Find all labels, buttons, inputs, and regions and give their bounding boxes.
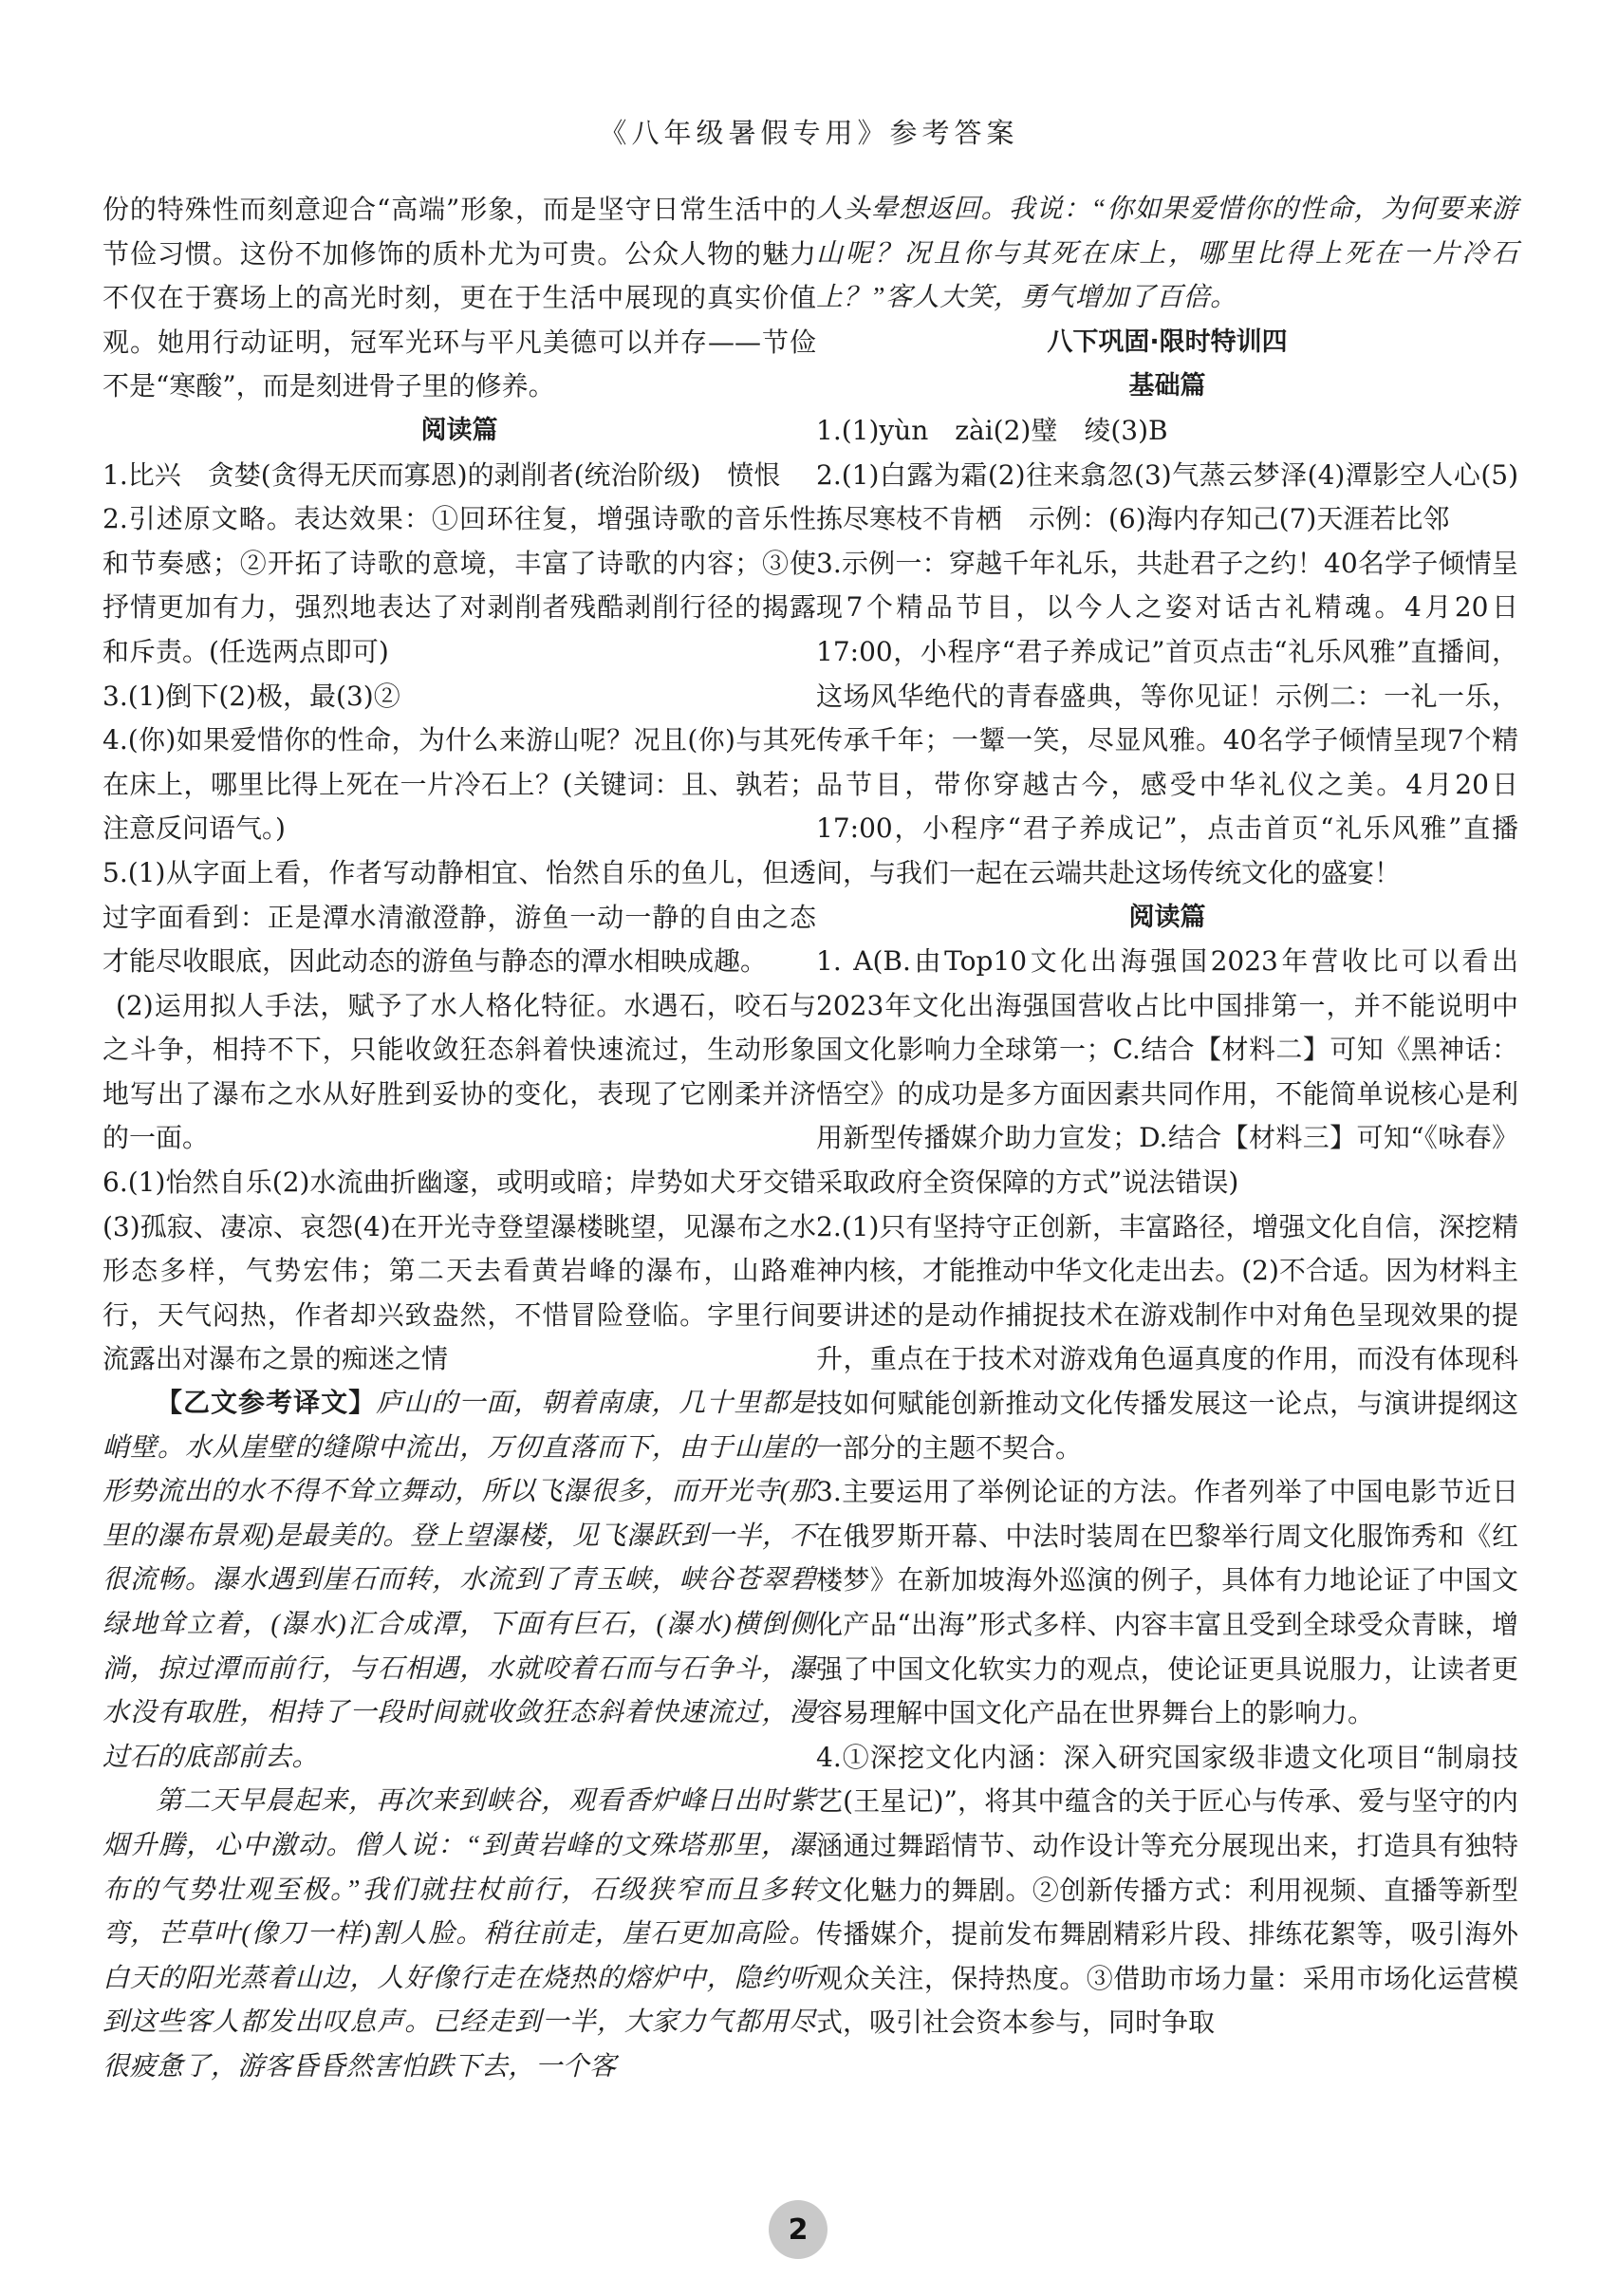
right-column (816, 188, 1518, 2045)
answer-6: 6.(1)怡然自乐(2)水流曲折幽邃，或明或暗；岸势如犬牙交错(3)孤寂、凄凉、哀怨(4)在开光寺登望瀑楼眺望，见瀑布之水形态多样，气势宏伟；第二天去看黄岩峰的瀑布，山路难行，天气闷热，作者却兴致盎然，不惜冒险登临。字里行间流露出对瀑布之景的痴迷之情 (102, 1167, 816, 1375)
reading-answer-2: 2.(1)只有坚持守正创新，丰富路径，增强文化自信，深挖精神内核，才能推动中华文化走出去。(2)不合适。因为材料主要讲述的是动作捕捉技术在游戏制作中对角色呈现效果的提升，重点在于技术对游戏角色逼真度的作用，而没有体现科技如何赋能创新推动文化传播发展这一论点，与演讲提纲这一部分的主题不契合。 (816, 1210, 1518, 1464)
answer-2: 2.引述原文略。表达效果：①回环往复，增强诗歌的音乐性和节奏感；②开拓了诗歌的意境，丰富了诗歌的内容；③使抒情更加有力，强烈地表达了对剥削者残酷剥削行径的揭露和斥责。(任选两点即可) (102, 503, 816, 667)
answer-5-1: 5.(1)从字面上看，作者写动静相宜、怡然自乐的鱼儿，但透过字面看到：正是潭水清澈澄静，游鱼一动一静的自由之态才能尽收眼底，因此动态的游鱼与静态的潭水相映成趣。 (102, 856, 816, 978)
translation-continuation: 人头晕想返回。我说：“你如果爱惜你的性命，为何要来游山呢？况且你与其死在床上，哪里比得上死在一片冷石上？”客人大笑，勇气增加了百倍。 (816, 195, 1518, 313)
page-header: 《八年级暑假专用》参考答案 (599, 117, 1019, 149)
answer-1: 1.比兴 贪婪(贪得无厌而寡恩)的剥削者(统治阶级) 愤恨 (102, 458, 781, 491)
basic-answer-3: 3.示例一：穿越千年礼乐，共赴君子之约！40名学子倾情呈现7个精品节目，以今人之姿对话古礼精魂。4月20日17:00，小程序“君子养成记”首页点击“礼乐风雅”直播间，这场风华绝代的青春盛典，等你见证！示例二：一礼一乐，传承千年；一颦一笑，尽显风雅。40名学子倾情呈现7个精品节目，带你穿越古今，感受中华礼仪之美。4月20日17:00，小程序“君子养成记”，点击首页“礼乐风雅”直播间，与我们一起在云端共赴这场传统文化的盛宴！ (816, 547, 1518, 888)
section-title-training: 八下巩固·限时特训四 (1047, 327, 1288, 357)
section-heading-basic: 基础篇 (1128, 371, 1206, 401)
answer-4: 4.(你)如果爱惜你的性命，为什么来游山呢？况且(你)与其死在床上，哪里比得上死在一片冷石上？(关键词：且、孰若；注意反问语气。) (102, 724, 816, 845)
translation-label: 【乙文参考译文】 (156, 1389, 377, 1419)
translation-text-1: 庐山的一面，朝着南康，几十里都是峭壁。水从崖壁的缝隙中流出，万仞直落而下，由于山崖的形势流出的水不得不耸立舞动，所以飞瀑很多，而开光寺(那里的瀑布景观)是最美的。登上望瀑楼，见飞瀑跃到一半，不很流畅。瀑水遇到崖石而转，水流到了青玉峡，峡谷苍翠碧绿地耸立着，(瀑水)汇合成潭，下面有巨石，(瀑水)横倒侧淌，掠过潭而前行，与石相遇，水就咬着石而与石争斗，瀑水没有取胜，相持了一段时间就收敛狂态斜着快速流过，漫过石的底部前去。 (102, 1389, 816, 1772)
basic-answer-1: 1.(1)yùn zài(2)璧 绫(3)B (816, 414, 1168, 446)
basic-answer-2: 2.(1)白露为霜(2)往来翕忽(3)气蒸云梦泽(4)潭影空人心(5)拣尽寒枝不肯栖 示例：(6)海内存知己(7)天涯若比邻 (816, 458, 1518, 535)
translation-paragraph-1 (102, 1382, 816, 1780)
reading-answer-3: 3.主要运用了举例论证的方法。作者列举了中国电影节近日在俄罗斯开幕、中法时装周在巴黎举行周文化服饰秀和《红楼梦》在新加坡海外巡演的例子，具体有力地论证了中国文化产品“出海”形式多样、内容丰富且受到全球受众青睐，增强了中国文化软实力的观点，使论证更具说服力，让读者更容易理解中国文化产品在世界舞台上的影响力。 (816, 1476, 1518, 1729)
page-number: 2 (769, 2200, 828, 2259)
reading-answer-1: 1. A(B.由Top10文化出海强国2023年营收比可以看出2023年文化出海强国营收占比中国排第一，并不能说明中国文化影响力全球第一；C.结合【材料二】可知《黑神话：悟空》的成功是多方面因素共同作用，不能简单说核心是利用新型传播媒介助力宣发；D.结合【材料三】可知“《咏春》采取政府全资保障的方式”说法错误) (816, 945, 1518, 1199)
answer-5-2: (2)运用拟人手法，赋予了水人格化特征。水遇石，咬石与之斗争，相持不下，只能收敛狂态斜着快速流过，生动形象地写出了瀑布之水从好胜到妥协的变化，表现了它刚柔并济的一面。 (102, 989, 816, 1154)
section-heading-reading: 阅读篇 (420, 415, 498, 445)
section-heading-reading-2: 阅读篇 (1128, 902, 1206, 932)
translation-paragraph-2: 第二天早晨起来，再次来到峡谷，观看香炉峰日出时紫烟升腾，心中激动。僧人说：“到黄岩峰的文殊塔那里，瀑布的气势壮观至极。”我们就拄杖前行，石级狭窄而且多转弯，芒草叶(像刀一样)割人脸。稍往前走，崖石更加高险。白天的阳光蒸着山边，人好像行走在烧热的熔炉中，隐约听到这些客人都发出叹息声。已经走到一半，大家力气都用尽很疲惫了，游客昏昏然害怕跌下去，一个客 (102, 1786, 816, 2081)
paragraph-continuation: 份的特殊性而刻意迎合“高端”形象，而是坚守日常生活中的节俭习惯。这份不加修饰的质朴尤为可贵。公众人物的魅力不仅在于赛场上的高光时刻，更在于生活中展现的真实价值观。她用行动证明，冠军光环与平凡美德可以并存——节俭不是“寒酸”，而是刻进骨子里的修养。 (102, 194, 816, 402)
answer-3: 3.(1)倒下(2)极，最(3)② (102, 680, 400, 712)
reading-answer-4: 4.①深挖文化内涵：深入研究国家级非遗文化项目“制扇技艺(王星记)”，将其中蕴含的关于匠心与传承、爱与坚守的内涵通过舞蹈情节、动作设计等充分展现出来，打造具有独特文化魅力的舞剧。②创新传播方式：利用视频、直播等新型传播媒介，提前发布舞剧精彩片段、排练花絮等，吸引海外观众关注，保持热度。③借助市场力量：采用市场化运营模式，吸引社会资本参与，同时争取 (816, 1741, 1518, 2039)
left-column (102, 188, 816, 2090)
